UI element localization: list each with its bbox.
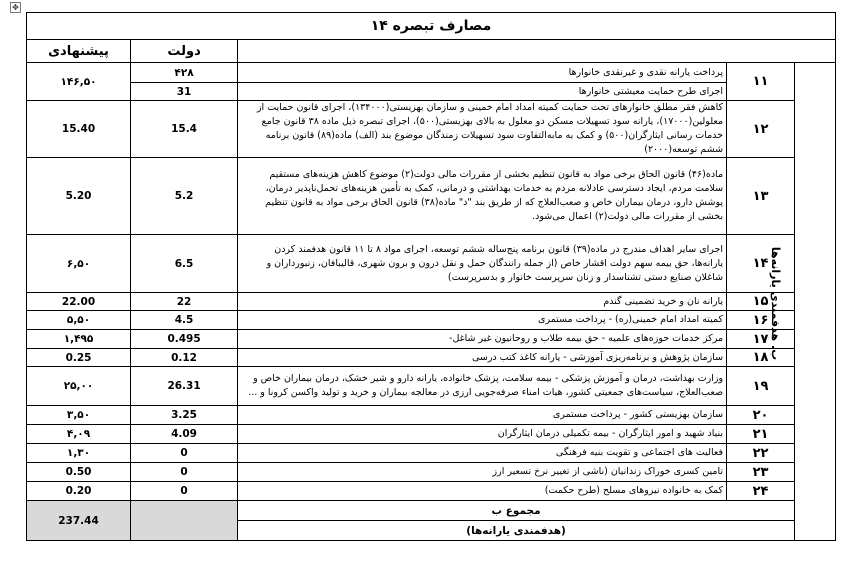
government-value: 0: [131, 482, 238, 501]
proposed-value: 0.20: [27, 482, 131, 501]
row-description: اجرای سایر اهداف مندرج در ماده(۳۹) قانون برنامه پنج‌ساله ششم توسعه، اجرای مواد ۸ تا ۱۱ قانون هدفمند کردن یارانه‌ها، حق بیمه سهم دولت اقشار خاص (از جمله رانندگان حمل و نقل درون و برون شهری، قالیبافان، زنبورداران و شاغلان صنایع دستی تشناسدار و زنان سرپرست خانوار و بدسرپرست): [238, 235, 727, 293]
row-number: ۱۲: [727, 101, 795, 158]
government-value: 15.4: [131, 101, 238, 158]
row-number: ۲۳: [727, 463, 795, 482]
row-number: ۲۰: [727, 406, 795, 425]
proposed-value: ۱,۳۰: [27, 444, 131, 463]
government-value: 0: [131, 444, 238, 463]
table-row: [27, 158, 836, 235]
government-value: 6.5: [131, 235, 238, 293]
proposed-value: ۱,۴۹۵: [27, 330, 131, 349]
row-description: ماده(۴۶) قانون الحاق برخی مواد به قانون تنظیم بخشی از مقررات مالی دولت(۲) موضوع کاهش هزینه‌های مستقیم سلامت مردم، ایجاد دسترسی عادلانه مردم به خدمات بهداشتی و درمانی، کمک به تأمین هزینه‌های تحمل‌ناپذیر درمان، پوشش دارو، درمان بیماران خاص و صعب‌العلاج که از طریق بند "د" ماده(۳۸) قانون الحاق برخی مواد به قانون تنظیم بخشی از مقررات مالی دولت(۲) اعمال می‌شود.: [238, 158, 727, 235]
table-row: [27, 293, 836, 311]
table-row: [27, 83, 836, 101]
row-description: بنیاد شهید و امور ایثارگران - بیمه تکمیلی درمان ایثارگران: [238, 425, 727, 444]
government-value: 3.25: [131, 406, 238, 425]
proposed-value: 0.50: [27, 463, 131, 482]
row-number: ۲۴: [727, 482, 795, 501]
row-description: سازمان پژوهش و برنامه‌ریزی آموزشی - یارانه کاغذ کتب درسی: [238, 349, 727, 367]
proposed-value: 15.40: [27, 101, 131, 158]
header-government: دولت: [131, 40, 238, 63]
government-value: 0: [131, 463, 238, 482]
row-number: ۲۱: [727, 425, 795, 444]
table-row: [27, 463, 836, 482]
row-number: ۱۹: [727, 367, 795, 406]
header-proposed: پیشنهادی: [27, 40, 131, 63]
row-description: اجرای طرح حمایت معیشتی خانوارها: [238, 83, 727, 101]
sum-row: [27, 501, 836, 521]
row-number: ۱۶: [727, 311, 795, 330]
sum-government-value: [131, 501, 238, 541]
section-label-cell: [768, 63, 836, 541]
sum-proposed-value: 237.44: [27, 501, 131, 541]
proposed-value: ۱۴۶,۵۰: [27, 63, 131, 101]
proposed-value: 5.20: [27, 158, 131, 235]
government-value: 0.495: [131, 330, 238, 349]
row-number: ۱۱: [727, 63, 795, 101]
table-row: [27, 311, 836, 330]
table-row: [27, 406, 836, 425]
table-row: [27, 235, 836, 293]
government-value: 22: [131, 293, 238, 311]
proposed-value: 0.25: [27, 349, 131, 367]
row-description: پرداخت یارانه نقدی و غیرنقدی خانوارها: [238, 63, 727, 83]
header-row: [27, 40, 836, 63]
proposed-value: ۳,۵۰: [27, 406, 131, 425]
government-value: ۴۲۸: [131, 63, 238, 83]
sum-sub-label: (هدفمندی یارانه‌ها): [238, 521, 795, 541]
table-move-handle-icon[interactable]: ✥: [10, 2, 21, 13]
table-row: [27, 330, 836, 349]
table-title: مصارف تبصره ۱۴: [27, 13, 836, 40]
row-number: ۱۷: [727, 330, 795, 349]
row-number: ۱۳: [727, 158, 795, 235]
row-number: ۱۸: [727, 349, 795, 367]
header-empty-cell: [238, 40, 836, 63]
sum-label: مجموع ب: [238, 501, 795, 521]
table-row: [27, 101, 836, 158]
row-description: تامین کسری خوراک زندانیان (ناشی از تغییر نرخ تسعیر ارز: [238, 463, 727, 482]
table-row: [27, 444, 836, 463]
row-description: کاهش فقر مطلق خانوارهای تحت حمایت کمیته امداد امام خمینی و سازمان بهزیستی(۱۳۴۰۰۰)، اجرای قانون حمایت از معلولین(۱۷۰۰۰)، یارانه سود تسهیلات مسکن دو معلول به بالای بهزیستی(۵۰۰)، اجرای تبصره ذیل ماده ۳۸ قانون جامع خدمات رسانی ایثارگران(۵۰۰) و کمک به مابه‌التفاوت سود تسهیلات زمندگان موضوع بند (الف) ماده(۸۹) قانون برنامه ششم توسعه(۲۰۰۰): [238, 101, 727, 158]
table-row: [27, 425, 836, 444]
row-description: یارانه نان و خرید تضمینی گندم: [238, 293, 727, 311]
row-number: ۱۴: [727, 235, 795, 293]
title-row: [27, 13, 836, 40]
government-value: 4.5: [131, 311, 238, 330]
row-description: سازمان بهزیستی کشور - پرداخت مستمری: [238, 406, 727, 425]
row-description: کمیته امداد امام خمینی(ره) - پرداخت مستمری: [238, 311, 727, 330]
table-row: [27, 367, 836, 406]
table-row: [27, 349, 836, 367]
government-value: 0.12: [131, 349, 238, 367]
proposed-value: ۶,۵۰: [27, 235, 131, 293]
proposed-value: 22.00: [27, 293, 131, 311]
row-description: فعالیت های اجتماعی و تقویت بنیه فرهنگی: [238, 444, 727, 463]
government-value: 5.2: [131, 158, 238, 235]
table-row: [27, 482, 836, 501]
row-number: ۲۲: [727, 444, 795, 463]
subsidy-table: [26, 12, 836, 541]
row-description: وزارت بهداشت، درمان و آموزش پزشکی - بیمه سلامت، پزشک خانواده، یارانه دارو و شیر خشک، درمان بیماران خاص و صعب‌العلاج، سیاست‌های جمعیتی کشور، هیات امناء صرفه‌جویی ارزی در معالجه بیماران و خرید و تولید واکسن کرونا و ...: [238, 367, 727, 406]
government-value: 4.09: [131, 425, 238, 444]
proposed-value: ۵,۵۰: [27, 311, 131, 330]
table-row: [27, 63, 836, 83]
section-label: ب. هدفمندی یارانه‌ها: [768, 246, 782, 361]
government-value: 26.31: [131, 367, 238, 406]
proposed-value: ۴,۰۹: [27, 425, 131, 444]
proposed-value: ۲۵,۰۰: [27, 367, 131, 406]
row-description: مرکز خدمات حوزه‌های علمیه - حق بیمه طلاب و روحانیون غیر شاغل-: [238, 330, 727, 349]
row-description: کمک به خانواده نیروهای مسلح (طرح حکمت): [238, 482, 727, 501]
row-number: ۱۵: [727, 293, 795, 311]
government-value: 31: [131, 83, 238, 101]
